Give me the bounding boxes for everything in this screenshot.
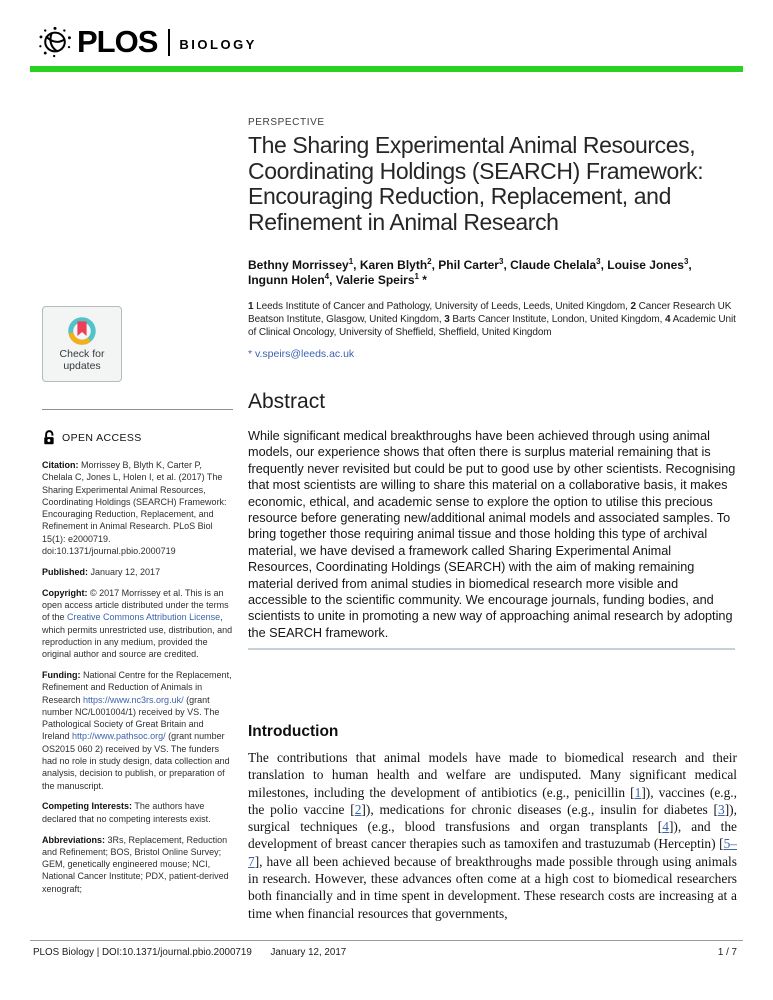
check-for-updates-badge[interactable] (42, 306, 122, 382)
copyright-label: Copyright: (42, 587, 88, 598)
text-link[interactable]: 4 (662, 819, 669, 835)
article-title: The Sharing Experimental Animal Resources, Coordinating Holdings (SEARCH) Framework: Encouraging Reduction, Replacement, and Refinement in Animal Research (248, 132, 704, 235)
text-link[interactable]: 3 (718, 801, 725, 817)
text-link[interactable]: 1 (634, 784, 642, 800)
footer-date: January 12, 2017 (270, 947, 347, 958)
introduction-heading: Introduction (248, 723, 339, 740)
copyright-text: © 2017 Morrissey et al. This is an open access article distributed under the terms of the Creative Commons Attribution License, which permits unrestricted use, distribution, and reproduction in any medium, provided the original author and source are credited. (42, 587, 233, 660)
plos-globe-icon (38, 25, 72, 59)
published-text: January 12, 2017 (88, 566, 161, 577)
section-divider (248, 648, 735, 650)
text-link[interactable]: http://www.pathsoc.org/ (72, 731, 166, 742)
citation-block (42, 459, 233, 557)
sidebar (42, 306, 233, 904)
text-link[interactable]: Creative Commons Attribution License (67, 612, 221, 623)
crossmark-icon (67, 316, 97, 346)
competing-interests-block (42, 800, 233, 825)
copyright-block (42, 587, 233, 661)
journal-name: BIOLOGY (179, 36, 257, 52)
citation-label: Citation: (42, 460, 79, 470)
page-footer (33, 947, 743, 958)
text-link[interactable]: https://www.nc3rs.org.uk/ (83, 694, 184, 705)
article-type-kicker: PERSPECTIVE (248, 117, 325, 128)
corresponding-email (248, 348, 354, 360)
abstract-heading: Abstract (248, 390, 326, 413)
plos-wordmark: PLOS (77, 24, 158, 59)
affiliations: 1 Leeds Institute of Cancer and Pathology, University of Leeds, Leeds, United Kingdom, 2 Cancer Research UK Beatson Institute, Glasgow, United Kingdom, 3 Barts Cancer Institute, London, United Kingdom, 4 Academic Unit of Clinical Oncology, University of Sheffield, Sheffield, United Kingdom (248, 301, 736, 338)
abbreviations-text: 3Rs, Replacement, Reduction and Refinement; BOS, Bristol Online Survey; GEM, genetically engineered mouse; NCI, National Cancer Institute; PDX, patient-derived xenograft; (42, 834, 229, 894)
open-lock-icon (42, 429, 57, 446)
competing-interests-label: Competing Interests: (42, 801, 133, 812)
abstract-text: While significant medical breakthroughs have been achieved through using animal models, our experience shows that often there is surplus material remaining that is frequently never revisited but could be put to good use by other scientists. Recognising that most scientists are willing to share this material on a collaborative basis, it makes economic, ethical, and academic sense to explore the option to utilise this precious resource before generating new/additional animal models and associated samples. To bring together those requiring animal tissue and those holding this type of archival material, we have devised a framework called Sharing Experimental Animal Resources, Coordinating Holdings (SEARCH) with the aim of making remaining material derived from animal studies in biomedical research more visible and accessible to the scientific community. We encourage journals, funding bodies, and scientists to unite in promoting a new way of approaching animal research by adopting the SEARCH framework. (248, 429, 736, 640)
sidebar-divider (42, 409, 233, 410)
plos-logo[interactable] (38, 24, 257, 60)
logo-divider (168, 29, 170, 56)
open-access-row (42, 429, 233, 446)
introduction-text: The contributions that animal models have made to biomedical research and their translation to human health and welfare are undisputed. Many significant medical milestones, including the development of antibiotics (e.g., penicillin [1]), vaccines (e.g., the polio vaccine [2]), medications for chronic diseases (e.g., insulin for diabetes [3]), surgical techniques (e.g., blood transfusions and organ transplants [4]), and the development of breast cancer therapies such as tamoxifen and trastuzumab (Herceptin) [5–7], have all been achieved because of breakthroughs made possible through using animals in research. However, these advances often come at a high cost to biomedical researchers both financially and in time spent in development. These research costs are increasing at a time when financial resources that governments, (248, 750, 738, 921)
text-link[interactable]: * v.speirs@leeds.ac.uk (248, 348, 355, 360)
text-link[interactable]: 5–7 (248, 836, 737, 869)
funding-block (42, 669, 233, 792)
header-green-rule (30, 66, 743, 72)
text-link[interactable]: 2 (354, 801, 362, 817)
abbreviations-block (42, 834, 233, 895)
footer-divider (30, 940, 743, 941)
competing-interests-text: The authors have declared that no competing interests exist. (42, 801, 211, 824)
page-number: 1 / 7 (717, 947, 737, 958)
abbreviations-label: Abbreviations: (42, 834, 106, 845)
check-for-updates-label: Check for updates (59, 348, 105, 372)
author-list: Bethny Morrissey$^1$, Karen Blyth$^2$, Phil Carter$^3$, Claude Chelala$^3$, Louise Jones$^3$, Ingunn Holen$^4$, Valerie Speirs$^1$ * (248, 257, 692, 287)
citation-text: Morrissey B, Blyth K, Carter P, Chelala C, Jones L, Holen I, et al. (2017) The Sharing Experimental Animal Resources, Coordinating Holdings (SEARCH) Framework: Encouraging Reduction, Replacement, and Refinement in Animal Research. PLoS Biol 15(1): e2000719. doi:10.1371/journal.pbio.2000719 (42, 460, 227, 557)
funding-text: National Centre for the Replacement, Refinement and Reduction of Animals in Research https://www.nc3rs.org.uk/ (grant number NC/L001004/1) received by VS. The Pathological Society of Great Britain and Ireland http://www.pathsoc.org/ (grant number OS2015 060 2) received by VS. The funders had no role in study design, data collection and analysis, decision to publish, or preparation of the manuscript. (42, 669, 232, 791)
published-block (42, 566, 233, 578)
published-label: Published: (42, 566, 89, 577)
open-access-label: OPEN ACCESS (62, 431, 142, 444)
article-metadata (42, 459, 233, 895)
footer-journal-doi: PLOS Biology | DOI:10.1371/journal.pbio.2000719 (33, 947, 252, 958)
funding-label: Funding: (42, 669, 81, 680)
